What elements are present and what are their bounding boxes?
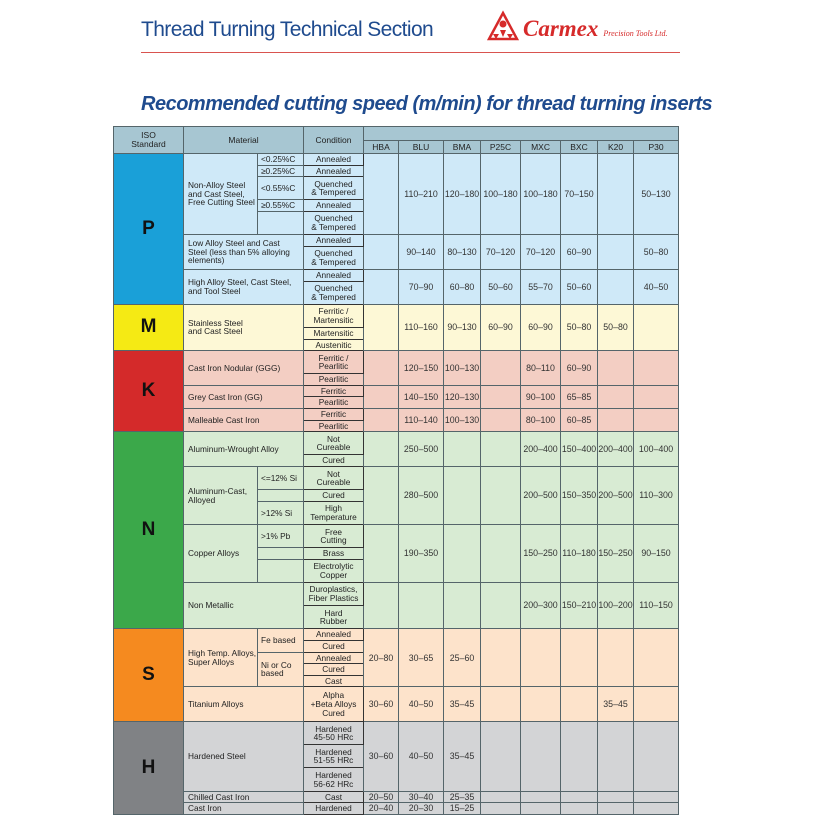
speed-bma: 120–130 [444,385,481,408]
speed-p25c [481,351,521,386]
material-name: Non Metallic [184,582,304,628]
speed-hba: 30–60 [364,722,399,792]
speed-bma: 100–130 [444,409,481,432]
table-row [114,409,679,421]
table-row [114,582,679,605]
speed-p30: 40–50 [634,269,679,304]
condition-cell: Cast [304,791,364,803]
grade-header-k20: K20 [598,141,634,154]
speed-hba [364,385,399,408]
condition-cell: Quenched & Tempered [304,177,364,200]
page-title: Recommended cutting speed (m/min) for thread turning inserts [141,93,713,115]
speed-hba [364,351,399,386]
speed-bma: 25–35 [444,791,481,803]
condition-cell: Duroplastics, Fiber Plastics [304,582,364,605]
iso-p-cell: P [114,154,184,305]
table-row [114,351,679,374]
speed-bma: 100–130 [444,351,481,386]
material-subtype [258,559,304,582]
table-row [114,304,679,327]
speed-k20: 200–500 [598,467,634,525]
speed-k20 [598,269,634,304]
material-name: High Temp. Alloys, Super Alloys [184,629,258,687]
speed-k20 [598,409,634,432]
speed-bma [444,582,481,628]
speed-hba: 20–40 [364,803,399,815]
speed-hba [364,409,399,432]
speed-p25c [481,385,521,408]
speed-p30 [634,722,679,792]
speed-mxc [521,803,561,815]
table-row [114,722,679,745]
speed-bma: 120–180 [444,154,481,235]
table-row [114,629,679,641]
condition-cell: Pearlitic [304,397,364,409]
speed-p25c: 60–90 [481,304,521,350]
material-subtype [258,211,304,234]
col-header-condition: Condition [304,127,364,154]
grade-header-blu: BLU [399,141,444,154]
material-name: Aluminum-Cast, Alloyed [184,467,258,525]
speed-k20: 50–80 [598,304,634,350]
speed-mxc: 80–100 [521,409,561,432]
speed-k20: 100–200 [598,582,634,628]
speed-blu: 110–160 [399,304,444,350]
grade-header-p30: P30 [634,141,679,154]
speed-p30 [634,803,679,815]
condition-cell: Annealed [304,200,364,212]
grade-header-bxc: BXC [561,141,598,154]
speed-p30 [634,385,679,408]
condition-cell: Pearlitic [304,374,364,386]
speed-bxc: 60–90 [561,351,598,386]
speed-blu: 190–350 [399,525,444,583]
speed-blu: 40–50 [399,687,444,722]
col-header-grades-group [364,127,679,141]
speed-k20 [598,791,634,803]
carmex-triangle-icon [487,10,519,42]
speed-bxc: 150–350 [561,467,598,525]
table-row [114,385,679,397]
speed-k20 [598,385,634,408]
speed-mxc: 90–100 [521,385,561,408]
speed-mxc: 80–110 [521,351,561,386]
condition-cell: Quenched & Tempered [304,281,364,304]
material-subtype: ≥0.25%C [258,165,304,177]
speed-bxc: 150–210 [561,582,598,628]
speed-p30 [634,409,679,432]
grade-header-hba: HBA [364,141,399,154]
speed-mxc: 200–500 [521,467,561,525]
speed-bxc [561,722,598,792]
speed-p25c: 70–120 [481,235,521,270]
speed-mxc: 150–250 [521,525,561,583]
speed-bxc: 150–400 [561,432,598,467]
speed-blu: 140–150 [399,385,444,408]
speed-bxc: 65–85 [561,385,598,408]
table-row [114,235,679,247]
speed-p30 [634,304,679,350]
speed-hba: 20–80 [364,629,399,687]
speed-bxc: 110–180 [561,525,598,583]
speed-hba [364,467,399,525]
table-body [114,154,679,815]
material-name: Non-Alloy Steel and Cast Steel, Free Cutting Steel [184,154,258,235]
speed-bxc [561,803,598,815]
speed-blu [399,582,444,628]
condition-cell: Pearlitic [304,420,364,432]
speed-p30 [634,629,679,687]
material-name: Low Alloy Steel and Cast Steel (less than 5% alloying elements) [184,235,304,270]
material-subtype [258,490,304,502]
speed-blu: 280–500 [399,467,444,525]
speed-hba [364,432,399,467]
condition-cell: Brass [304,548,364,560]
speed-hba [364,304,399,350]
condition-cell: Hardened [304,803,364,815]
condition-cell: Annealed [304,154,364,166]
speed-bxc: 60–85 [561,409,598,432]
speed-hba [364,154,399,235]
speed-bxc: 50–80 [561,304,598,350]
condition-cell: Hardened 51-55 HRc [304,745,364,768]
speed-mxc [521,687,561,722]
speed-p30 [634,791,679,803]
condition-cell: Quenched & Tempered [304,246,364,269]
speed-blu: 30–65 [399,629,444,687]
speed-bma: 60–80 [444,269,481,304]
speed-hba [364,235,399,270]
material-name: Hardened Steel [184,722,304,792]
speed-k20: 35–45 [598,687,634,722]
condition-cell: Hard Rubber [304,606,364,629]
speed-mxc: 60–90 [521,304,561,350]
speed-bxc: 70–150 [561,154,598,235]
condition-cell: Ferritic / Martensitic [304,304,364,327]
material-subtype: <=12% Si [258,467,304,490]
speed-k20: 150–250 [598,525,634,583]
material-name: Copper Alloys [184,525,258,583]
speed-mxc: 100–180 [521,154,561,235]
cutting-speed-table [113,126,679,815]
speed-p25c [481,722,521,792]
speed-p30: 100–400 [634,432,679,467]
condition-cell: Electrolytic Copper [304,559,364,582]
speed-mxc [521,722,561,792]
iso-k-cell: K [114,351,184,432]
speed-p25c [481,803,521,815]
speed-mxc: 200–400 [521,432,561,467]
speed-bma: 15–25 [444,803,481,815]
speed-blu: 70–90 [399,269,444,304]
speed-p25c [481,629,521,687]
condition-cell: Cured [304,640,364,652]
iso-n-cell: N [114,432,184,629]
speed-bma: 80–130 [444,235,481,270]
speed-p25c [481,467,521,525]
material-subtype: ≥0.55%C [258,200,304,212]
material-name: Chilled Cast Iron [184,791,304,803]
speed-p30: 110–150 [634,582,679,628]
speed-blu: 40–50 [399,722,444,792]
speed-hba: 20–50 [364,791,399,803]
condition-cell: Hardened 45-50 HRc [304,722,364,745]
grade-header-p25c: P25C [481,141,521,154]
speed-bma [444,432,481,467]
speed-bma [444,525,481,583]
speed-k20 [598,722,634,792]
grade-header-mxc: MXC [521,141,561,154]
condition-cell: Free Cutting [304,525,364,548]
col-header-iso: ISO Standard [114,127,184,154]
condition-cell: Martensitic [304,327,364,339]
condition-cell: Austenitic [304,339,364,351]
col-header-material: Material [184,127,304,154]
speed-p25c [481,525,521,583]
speed-k20: 200–400 [598,432,634,467]
iso-h-cell: H [114,722,184,815]
condition-cell: Cured [304,455,364,467]
material-name: Malleable Cast Iron [184,409,304,432]
speed-hba [364,269,399,304]
table-row [114,432,679,455]
grade-header-bma: BMA [444,141,481,154]
speed-mxc: 70–120 [521,235,561,270]
logo-name: Carmex [523,16,599,41]
material-subtype: <0.55%C [258,177,304,200]
header-divider [141,52,680,53]
speed-k20 [598,803,634,815]
speed-blu: 110–140 [399,409,444,432]
material-subtype: <0.25%C [258,154,304,166]
speed-p25c [481,582,521,628]
iso-m-cell: M [114,304,184,350]
speed-p30: 110–300 [634,467,679,525]
speed-k20 [598,351,634,386]
condition-cell: Ferritic [304,409,364,421]
condition-cell: Not Cureable [304,467,364,490]
speed-bxc [561,629,598,687]
material-subtype [258,548,304,560]
carmex-logo [487,10,667,42]
speed-bma: 35–45 [444,687,481,722]
speed-bma: 35–45 [444,722,481,792]
table-row [114,687,679,722]
condition-cell: Hardened 56-62 HRc [304,768,364,791]
speed-hba [364,582,399,628]
condition-cell: Cured [304,490,364,502]
condition-cell: Quenched & Tempered [304,211,364,234]
condition-cell: Annealed [304,269,364,281]
condition-cell: Annealed [304,235,364,247]
speed-mxc [521,791,561,803]
speed-p25c [481,432,521,467]
speed-k20 [598,629,634,687]
material-name: Grey Cast Iron (GG) [184,385,304,408]
speed-mxc [521,629,561,687]
speed-bma: 90–130 [444,304,481,350]
speed-p30: 50–130 [634,154,679,235]
speed-k20 [598,235,634,270]
speed-p30 [634,351,679,386]
condition-cell: Not Cureable [304,432,364,455]
table-row [114,791,679,803]
material-subtype: Fe based [258,629,304,652]
material-name: Cast Iron [184,803,304,815]
speed-hba [364,525,399,583]
speed-p25c [481,687,521,722]
condition-cell: Ferritic [304,385,364,397]
table-row [114,269,679,281]
material-name: Titanium Alloys [184,687,304,722]
speed-bxc [561,791,598,803]
speed-blu: 120–150 [399,351,444,386]
material-subtype: Ni or Co based [258,652,304,687]
condition-cell: Alpha +Beta Alloys Cured [304,687,364,722]
material-subtype: >1% Pb [258,525,304,548]
material-name: Aluminum-Wrought Alloy [184,432,304,467]
material-subtype: >12% Si [258,501,304,524]
speed-bxc [561,687,598,722]
condition-cell: Cast [304,675,364,687]
section-title: Thread Turning Technical Section [141,18,434,41]
speed-p25c [481,409,521,432]
speed-p30: 50–80 [634,235,679,270]
condition-cell: High Temperature [304,501,364,524]
speed-bxc: 60–90 [561,235,598,270]
speed-mxc: 200–300 [521,582,561,628]
speed-mxc: 55–70 [521,269,561,304]
speed-bxc: 50–60 [561,269,598,304]
speed-k20 [598,154,634,235]
header-row [114,127,679,141]
speed-p30: 90–150 [634,525,679,583]
condition-cell: Annealed [304,165,364,177]
table-row [114,525,679,548]
speed-blu: 20–30 [399,803,444,815]
condition-cell: Annealed [304,629,364,641]
speed-blu: 30–40 [399,791,444,803]
condition-cell: Annealed [304,652,364,664]
table-row [114,154,679,166]
speed-p25c: 100–180 [481,154,521,235]
speed-bma [444,467,481,525]
speed-blu: 110–210 [399,154,444,235]
speed-blu: 90–140 [399,235,444,270]
logo-subtitle: Precision Tools Ltd. [603,29,668,38]
material-name: Stainless Steel and Cast Steel [184,304,304,350]
table-row [114,467,679,490]
iso-s-cell: S [114,629,184,722]
table-row [114,803,679,815]
material-name: High Alloy Steel, Cast Steel, and Tool Steel [184,269,304,304]
speed-blu: 250–500 [399,432,444,467]
speed-p30 [634,687,679,722]
material-name: Cast Iron Nodular (GGG) [184,351,304,386]
speed-p25c [481,791,521,803]
condition-cell: Cured [304,664,364,676]
speed-hba: 30–60 [364,687,399,722]
speed-bma: 25–60 [444,629,481,687]
speed-p25c: 50–60 [481,269,521,304]
condition-cell: Ferritic / Pearlitic [304,351,364,374]
